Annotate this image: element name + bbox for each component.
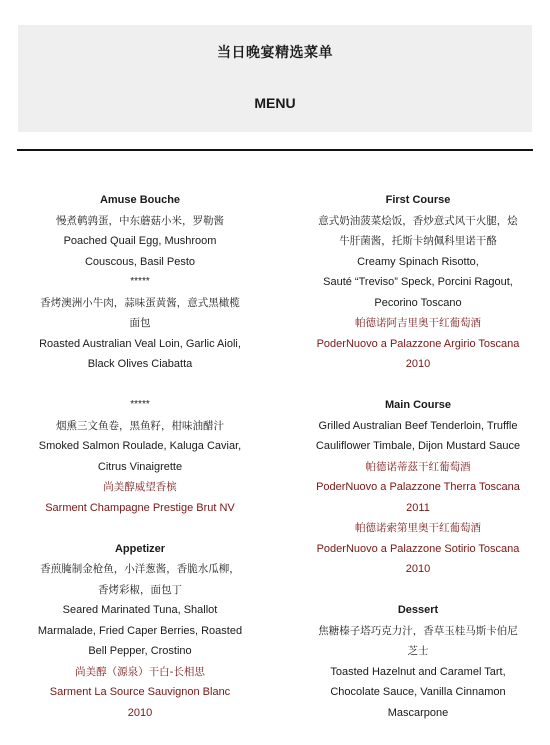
dish-description-en: Cauliflower Timbale, Dijon Mustard Sauce bbox=[315, 440, 521, 452]
section-spacer bbox=[300, 375, 536, 396]
dish-description-en: Seared Marinated Tuna, Shallot bbox=[62, 604, 218, 616]
course-heading: First Course bbox=[385, 194, 451, 206]
dish-description-cn: 香烤澳洲小牛肉，蒜味蛋黄酱，意式黑橄榄 bbox=[40, 296, 240, 309]
wine-pairing-line: 帕德诺索第里奥干红葡萄酒 bbox=[355, 522, 481, 534]
course-separator: ***** bbox=[130, 399, 150, 410]
dish-description-en: Smoked Salmon Roulade, Kaluga Caviar, bbox=[38, 440, 242, 452]
dish-description-en: Creamy Spinach Risotto, bbox=[357, 255, 479, 268]
course-separator: ***** bbox=[130, 276, 150, 287]
dish-description-cn: 焦糖榛子塔巧克力汁，香草玉桂马斯卡伯尼 bbox=[318, 624, 518, 637]
wine-pairing-line: Sarment La Source Sauvignon Blanc bbox=[49, 686, 231, 698]
wine-pairing-line: 尚美醇（源泉）干白-长相思 bbox=[75, 665, 205, 678]
menu-header bbox=[18, 25, 532, 132]
wine-pairing-line: PoderNuovo a Palazzone Sotirio Toscana bbox=[316, 542, 520, 555]
dish-description-cn: 芝士 bbox=[407, 645, 429, 657]
dish-description-en: Toasted Hazelnut and Caramel Tart, bbox=[330, 665, 506, 678]
dish-description-en: Sauté “Treviso” Speck, Porcini Ragout, bbox=[323, 276, 513, 288]
dish-description-en: Roasted Australian Veal Loin, Garlic Aioli, bbox=[39, 337, 241, 350]
menu-title-en: MENU bbox=[254, 95, 296, 111]
course-heading: Dessert bbox=[397, 604, 439, 616]
wine-pairing-line: Sarment Champagne Prestige Brut NV bbox=[45, 501, 235, 514]
wine-pairing-line: PoderNuovo a Palazzone Therra Toscana bbox=[316, 481, 520, 493]
course-heading: Appetizer bbox=[114, 542, 166, 555]
dish-description-en: Black Olives Ciabatta bbox=[87, 358, 193, 370]
dish-description-en: Pecorino Toscano bbox=[374, 296, 462, 309]
dish-description-cn: 慢煮鹌鹑蛋，中东蘑菇小米，罗勒酱 bbox=[56, 214, 224, 227]
course-heading: Amuse Bouche bbox=[99, 194, 181, 206]
dish-description-en: Poached Quail Egg, Mushroom bbox=[63, 235, 217, 247]
dish-description-cn: 意式奶油菠菜烩饭，香炒意式风干火腿，烩 bbox=[318, 214, 518, 227]
wine-pairing-line: 帕德诺阿吉里奥干红葡萄酒 bbox=[355, 317, 481, 329]
dish-description-cn: 面包 bbox=[129, 317, 151, 329]
menu-title-cn: 当日晚宴精选菜单 bbox=[217, 45, 333, 61]
dish-description-en: Mascarpone bbox=[387, 706, 449, 719]
wine-pairing-line: 2011 bbox=[406, 501, 430, 514]
right-menu-column bbox=[300, 190, 536, 723]
section-spacer bbox=[28, 375, 252, 396]
wine-pairing-line: 2010 bbox=[405, 358, 431, 370]
dish-description-en: Chocolate Sauce, Vanilla Cinnamon bbox=[330, 686, 506, 698]
dish-description-en: Couscous, Basil Pesto bbox=[84, 255, 196, 268]
wine-pairing-line: 2010 bbox=[127, 706, 153, 719]
course-heading: Main Course bbox=[384, 399, 451, 411]
wine-pairing-line: 2010 bbox=[405, 563, 431, 575]
left-menu-column bbox=[28, 190, 252, 723]
dish-description-en: Grilled Australian Beef Tenderloin, Truffle bbox=[318, 419, 518, 432]
dish-description-en: Bell Pepper, Crostino bbox=[88, 645, 192, 657]
section-spacer bbox=[28, 518, 252, 539]
wine-pairing-line: PoderNuovo a Palazzone Argirio Toscana bbox=[316, 337, 520, 350]
dish-description-en: Marmalade, Fried Caper Berries, Roasted bbox=[37, 624, 243, 637]
wine-pairing-line: 帕德诺蒂茲干红葡萄酒 bbox=[365, 460, 471, 473]
wine-pairing-line: 尚美醇威望香槟 bbox=[103, 481, 177, 493]
header-divider bbox=[17, 149, 533, 151]
dish-description-cn: 烟熏三文鱼卷，黑鱼籽，柑味油醋汁 bbox=[56, 419, 224, 432]
dish-description-cn: 香烤彩椒，面包丁 bbox=[98, 583, 182, 596]
dish-description-cn: 牛肝菌酱，托斯卡纳佩科里诺干酪 bbox=[339, 235, 497, 247]
dish-description-cn: 香煎腌制金枪鱼，小洋葱酱，香脆水瓜柳， bbox=[40, 563, 240, 575]
section-spacer bbox=[300, 580, 536, 601]
dish-description-en: Citrus Vinaigrette bbox=[97, 460, 183, 473]
